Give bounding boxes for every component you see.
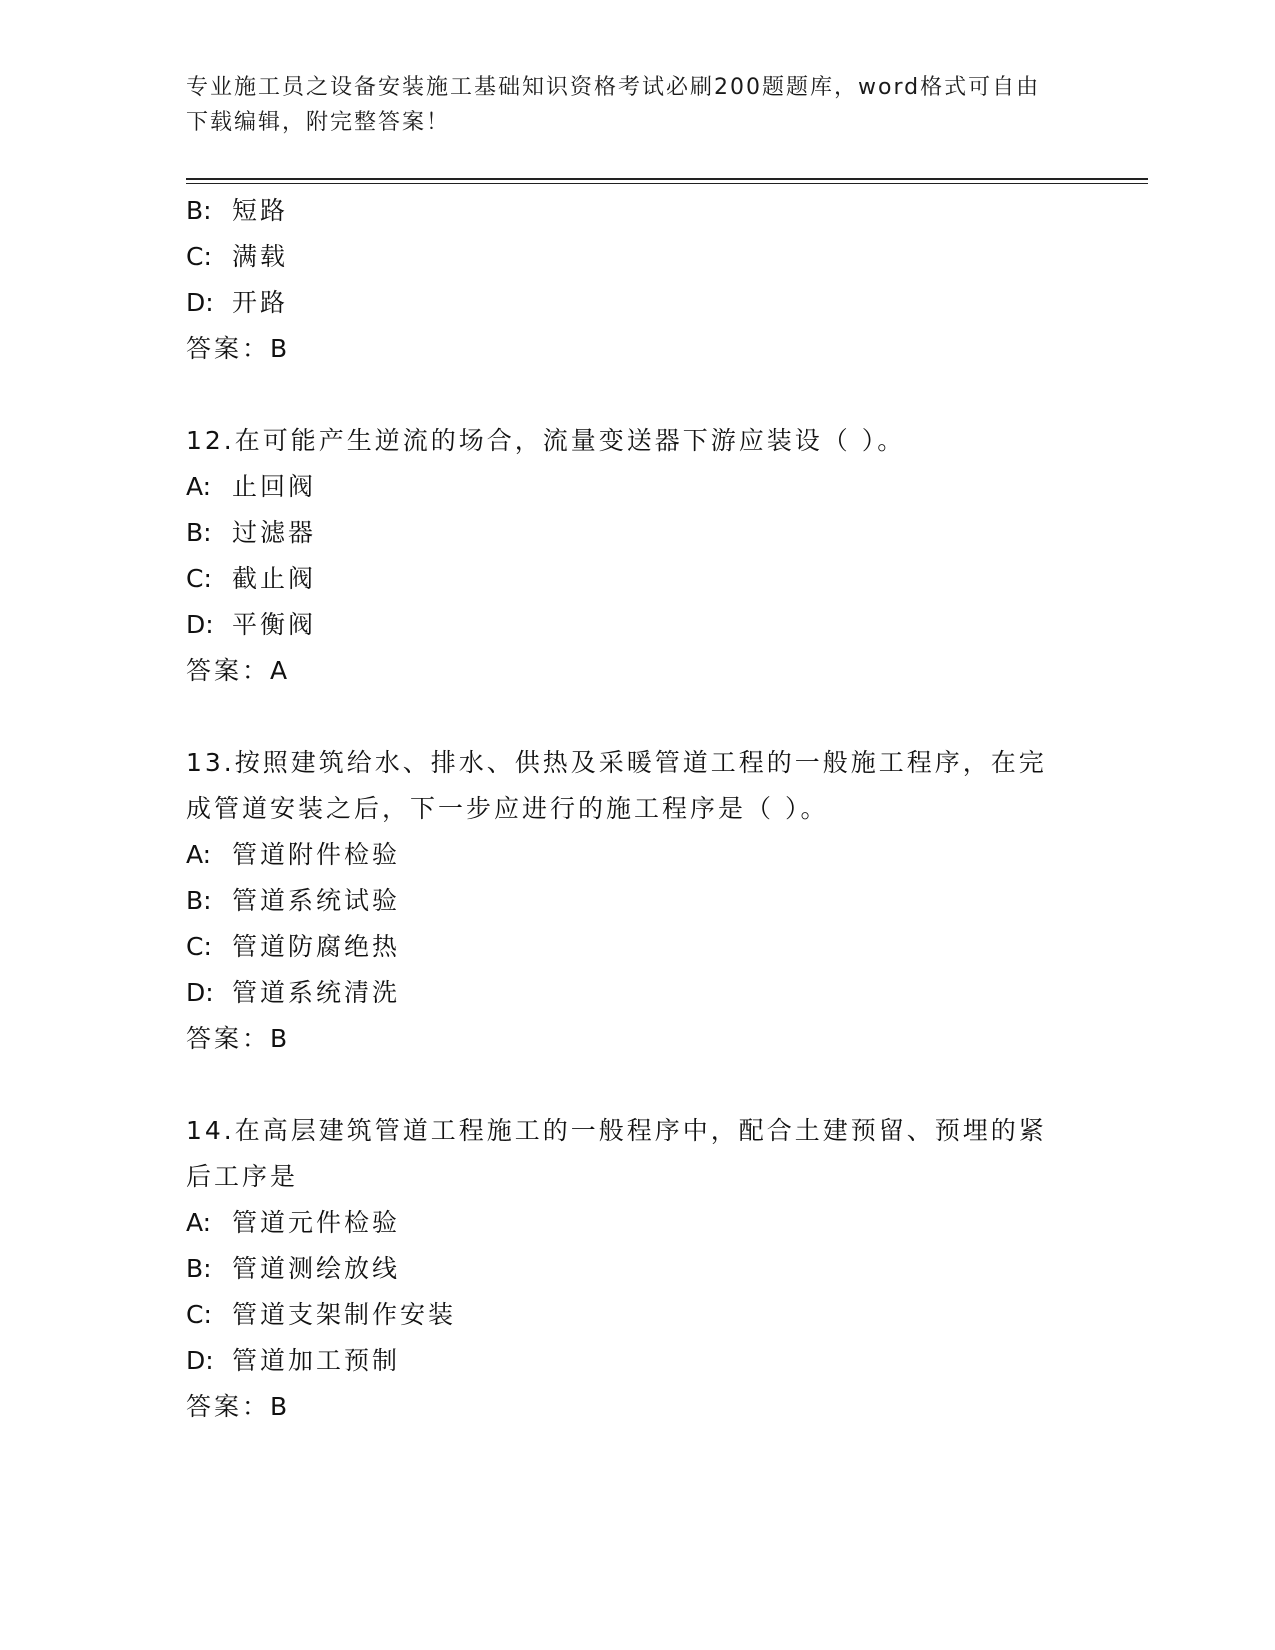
spacer <box>186 1062 1086 1108</box>
option-c <box>186 1292 1086 1338</box>
question-stem: 12.在可能产生逆流的场合，流量变送器下游应装设（ ）。 <box>186 426 906 455</box>
option-letter: D: <box>186 288 214 317</box>
answer-line: 答案：B <box>186 1392 291 1421</box>
option-letter: D: <box>186 1346 214 1375</box>
option-d <box>186 280 1086 326</box>
question-13 <box>186 740 1086 1062</box>
option-c <box>186 924 1086 970</box>
option-text: 管道测绘放线 <box>232 1254 401 1283</box>
question-stem: 13.按照建筑给水、排水、供热及采暖管道工程的一般施工程序，在完 <box>186 748 1047 777</box>
option-text: 管道元件检验 <box>232 1208 401 1237</box>
option-letter: A: <box>186 840 212 869</box>
question-11-partial <box>186 188 1086 372</box>
option-d <box>186 970 1086 1016</box>
option-letter: B: <box>186 196 212 225</box>
question-12 <box>186 418 1086 694</box>
option-letter: D: <box>186 610 214 639</box>
option-b <box>186 188 1086 234</box>
option-letter: C: <box>186 1300 212 1329</box>
spacer <box>186 372 1086 418</box>
question-stem-continued: 成管道安装之后，下一步应进行的施工程序是（ ）。 <box>186 794 829 823</box>
header-line-1: 专业施工员之设备安装施工基础知识资格考试必刷200题题库，word格式可自由 <box>186 75 1041 100</box>
answer-line: 答案：A <box>186 656 291 685</box>
option-letter: A: <box>186 1208 212 1237</box>
option-text: 管道加工预制 <box>232 1346 401 1375</box>
document-header <box>186 70 1086 140</box>
question-stem-continued: 后工序是 <box>186 1162 299 1191</box>
option-text: 截止阀 <box>232 564 317 593</box>
option-text: 管道系统清洗 <box>232 978 401 1007</box>
option-text: 管道防腐绝热 <box>232 932 401 961</box>
header-divider-thin <box>186 183 1148 184</box>
option-d <box>186 602 1086 648</box>
question-stem: 14.在高层建筑管道工程施工的一般程序中，配合土建预留、预埋的紧 <box>186 1116 1047 1145</box>
option-text: 管道附件检验 <box>232 840 401 869</box>
header-divider-thick <box>186 178 1148 180</box>
option-text: 管道支架制作安装 <box>232 1300 457 1329</box>
option-b <box>186 878 1086 924</box>
answer-line: 答案：B <box>186 1024 291 1053</box>
option-a <box>186 464 1086 510</box>
option-text: 短路 <box>232 196 289 225</box>
option-a <box>186 1200 1086 1246</box>
option-letter: D: <box>186 978 214 1007</box>
option-text: 满载 <box>232 242 289 271</box>
option-letter: C: <box>186 242 212 271</box>
option-b <box>186 510 1086 556</box>
option-c <box>186 556 1086 602</box>
option-c <box>186 234 1086 280</box>
answer-line: 答案：B <box>186 334 291 363</box>
option-letter: C: <box>186 932 212 961</box>
option-letter: C: <box>186 564 212 593</box>
option-letter: B: <box>186 518 212 547</box>
option-letter: A: <box>186 472 212 501</box>
option-text: 开路 <box>232 288 289 317</box>
option-a <box>186 832 1086 878</box>
header-line-2: 下载编辑，附完整答案！ <box>186 110 451 135</box>
option-letter: B: <box>186 886 212 915</box>
option-text: 管道系统试验 <box>232 886 401 915</box>
option-d <box>186 1338 1086 1384</box>
option-b <box>186 1246 1086 1292</box>
question-14 <box>186 1108 1086 1430</box>
spacer <box>186 694 1086 740</box>
question-list <box>186 188 1086 1430</box>
option-letter: B: <box>186 1254 212 1283</box>
option-text: 止回阀 <box>232 472 317 501</box>
option-text: 平衡阀 <box>232 610 317 639</box>
option-text: 过滤器 <box>232 518 317 547</box>
